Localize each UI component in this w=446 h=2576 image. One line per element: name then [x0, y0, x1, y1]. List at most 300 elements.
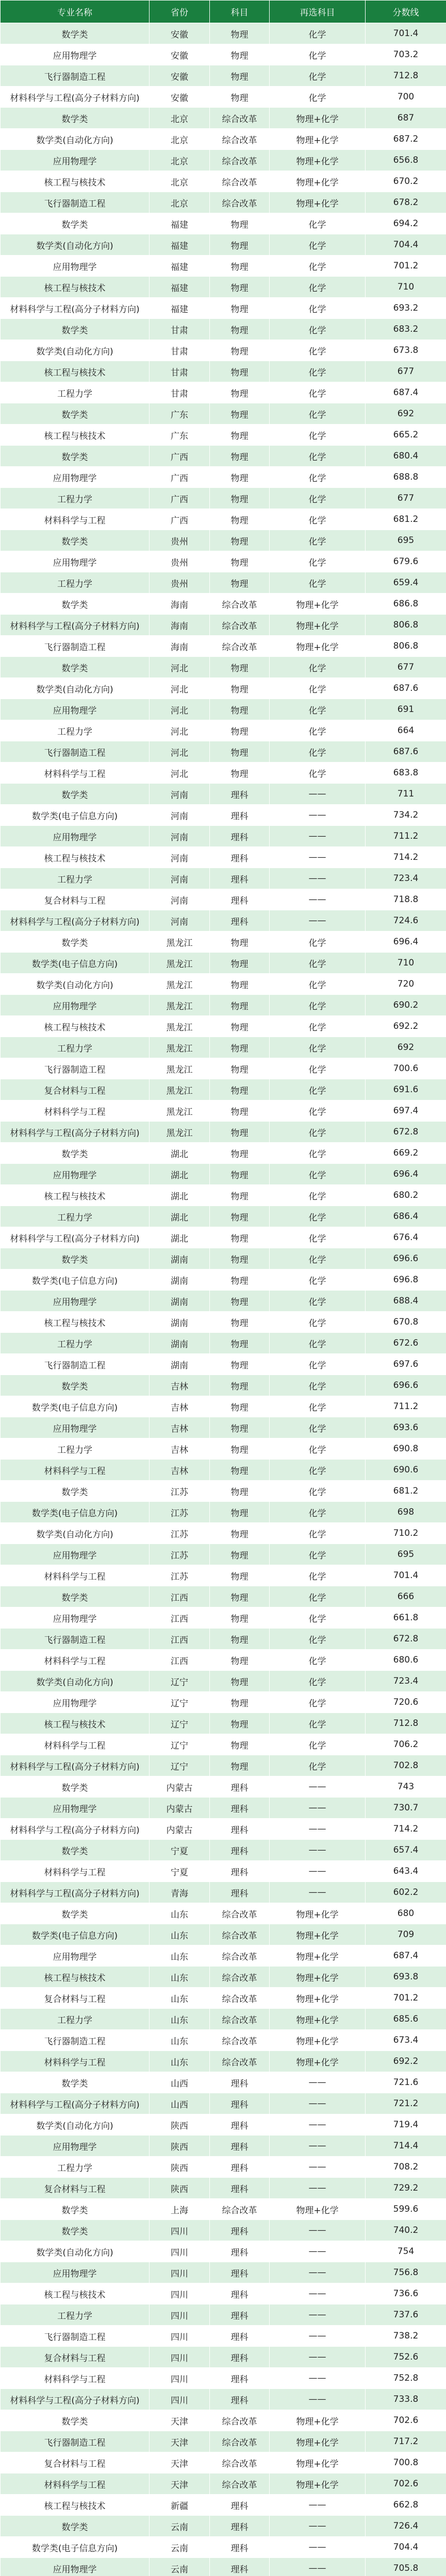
score-cell: 672.8: [366, 1122, 446, 1143]
elective-cell: 物理+化学: [270, 2199, 366, 2220]
subject-cell: 物理: [210, 1586, 270, 1607]
subject-cell: 物理: [210, 657, 270, 678]
major-cell: 材料科学与工程(高分子材料方向): [1, 1755, 150, 1776]
table-row: [1, 1100, 446, 1122]
major-cell: 核工程与核技术: [1, 2283, 150, 2304]
elective-cell: 物理+化学: [270, 615, 366, 636]
elective-cell: 化学: [270, 1460, 366, 1481]
score-cell: 677: [366, 657, 446, 678]
province-cell: 陕西: [150, 2136, 210, 2157]
subject-cell: 综合改革: [210, 192, 270, 213]
elective-cell: ——: [270, 2136, 366, 2157]
table-row: [1, 1565, 446, 1586]
score-cell: 710: [366, 953, 446, 974]
province-cell: 福建: [150, 277, 210, 298]
elective-cell: 化学: [270, 1164, 366, 1185]
table-row: [1, 678, 446, 699]
major-cell: 飞行器制造工程: [1, 2030, 150, 2051]
table-row: [1, 129, 446, 150]
province-cell: 内蒙古: [150, 1819, 210, 1840]
elective-cell: 化学: [270, 1312, 366, 1333]
province-cell: 河北: [150, 741, 210, 762]
major-cell: 材料科学与工程(高分子材料方向): [1, 298, 150, 319]
score-cell: 690.8: [366, 1438, 446, 1460]
province-cell: 安徽: [150, 44, 210, 65]
subject-cell: 物理: [210, 551, 270, 572]
major-cell: 材料科学与工程(高分子材料方向): [1, 1882, 150, 1903]
elective-cell: 物理+化学: [270, 2473, 366, 2495]
province-cell: 河南: [150, 805, 210, 826]
table-row: [1, 1523, 446, 1544]
score-cell: 701.2: [366, 1988, 446, 2009]
table-row: [1, 931, 446, 953]
province-cell: 云南: [150, 2558, 210, 2576]
subject-cell: 物理: [210, 1375, 270, 1396]
score-cell: 665.2: [366, 425, 446, 446]
score-cell: 686.8: [366, 594, 446, 615]
major-cell: 应用物理学: [1, 467, 150, 488]
elective-cell: 化学: [270, 1523, 366, 1544]
table-row: [1, 382, 446, 403]
major-cell: 复合材料与工程: [1, 2347, 150, 2368]
table-row: [1, 530, 446, 551]
major-cell: 材料科学与工程: [1, 1650, 150, 1671]
table-row: [1, 1164, 446, 1185]
major-cell: 核工程与核技术: [1, 277, 150, 298]
elective-cell: 化学: [270, 1734, 366, 1755]
subject-cell: 物理: [210, 1164, 270, 1185]
major-cell: 数学类(自动化方向): [1, 678, 150, 699]
table-row: [1, 572, 446, 594]
score-cell: 696.6: [366, 1248, 446, 1269]
province-cell: 黑龙江: [150, 974, 210, 995]
table-row: [1, 1291, 446, 1312]
major-cell: 核工程与核技术: [1, 361, 150, 382]
major-cell: 数学类(自动化方向): [1, 2241, 150, 2262]
subject-cell: 物理: [210, 1523, 270, 1544]
elective-cell: 化学: [270, 1248, 366, 1269]
table-row: [1, 488, 446, 509]
province-cell: 黑龙江: [150, 1122, 210, 1143]
elective-cell: 物理+化学: [270, 192, 366, 213]
subject-cell: 物理: [210, 1248, 270, 1269]
province-cell: 江苏: [150, 1502, 210, 1523]
major-cell: 数学类: [1, 1375, 150, 1396]
table-row: [1, 65, 446, 87]
subject-cell: 物理: [210, 277, 270, 298]
major-cell: 材料科学与工程: [1, 1565, 150, 1586]
elective-cell: 化学: [270, 256, 366, 277]
table-row: [1, 2262, 446, 2283]
table-row: [1, 298, 446, 319]
elective-cell: 化学: [270, 1375, 366, 1396]
major-cell: 复合材料与工程: [1, 2452, 150, 2473]
major-cell: 数学类: [1, 2199, 150, 2220]
province-cell: 陕西: [150, 2178, 210, 2199]
major-cell: 应用物理学: [1, 2262, 150, 2283]
score-cell: 710.2: [366, 1523, 446, 1544]
table-row: [1, 1206, 446, 1227]
subject-cell: 物理: [210, 1227, 270, 1248]
table-row: [1, 192, 446, 213]
province-cell: 湖南: [150, 1354, 210, 1375]
subject-cell: 物理: [210, 699, 270, 720]
score-cell: 692.2: [366, 2051, 446, 2072]
subject-cell: 综合改革: [210, 2452, 270, 2473]
province-cell: 四川: [150, 2220, 210, 2241]
table-row: [1, 1079, 446, 1100]
major-cell: 飞行器制造工程: [1, 2431, 150, 2452]
subject-cell: 综合改革: [210, 2009, 270, 2030]
province-cell: 湖南: [150, 1269, 210, 1291]
table-row: [1, 826, 446, 847]
table-row: [1, 1776, 446, 1798]
major-cell: 材料科学与工程(高分子材料方向): [1, 1819, 150, 1840]
elective-cell: ——: [270, 2178, 366, 2199]
province-cell: 江西: [150, 1629, 210, 1650]
score-cell: 717.2: [366, 2431, 446, 2452]
score-cell: 701.4: [366, 1565, 446, 1586]
score-cell: 702.8: [366, 1755, 446, 1776]
subject-cell: 综合改革: [210, 2410, 270, 2431]
province-cell: 河南: [150, 868, 210, 889]
subject-cell: 理科: [210, 2093, 270, 2114]
subject-cell: 物理: [210, 1291, 270, 1312]
subject-cell: 物理: [210, 425, 270, 446]
subject-cell: 综合改革: [210, 2431, 270, 2452]
table-row: [1, 1037, 446, 1058]
score-cell: 696.8: [366, 1269, 446, 1291]
major-cell: 应用物理学: [1, 2136, 150, 2157]
major-cell: 应用物理学: [1, 1544, 150, 1565]
table-row: [1, 1586, 446, 1607]
elective-cell: ——: [270, 889, 366, 910]
elective-cell: 物理+化学: [270, 2009, 366, 2030]
subject-cell: 理科: [210, 2072, 270, 2093]
province-cell: 安徽: [150, 65, 210, 87]
elective-cell: 化学: [270, 1713, 366, 1734]
province-cell: 吉林: [150, 1417, 210, 1438]
score-cell: 693.6: [366, 1417, 446, 1438]
elective-cell: 化学: [270, 1438, 366, 1460]
table-row: [1, 2558, 446, 2576]
table-row: [1, 361, 446, 382]
score-cell: 659.4: [366, 572, 446, 594]
table-row: [1, 1143, 446, 1164]
province-cell: 北京: [150, 192, 210, 213]
major-cell: 核工程与核技术: [1, 425, 150, 446]
score-cell: 672.6: [366, 1333, 446, 1354]
province-cell: 河北: [150, 699, 210, 720]
elective-cell: 化学: [270, 1607, 366, 1629]
elective-cell: ——: [270, 2262, 366, 2283]
subject-cell: 物理: [210, 1079, 270, 1100]
major-cell: 材料科学与工程(高分子材料方向): [1, 2389, 150, 2410]
major-cell: 工程力学: [1, 1206, 150, 1227]
major-cell: 应用物理学: [1, 1798, 150, 1819]
major-cell: 数学类(自动化方向): [1, 340, 150, 361]
elective-cell: 化学: [270, 403, 366, 425]
subject-cell: 理科: [210, 1882, 270, 1903]
table-row: [1, 1671, 446, 1692]
table-row: [1, 2326, 446, 2347]
table-row: [1, 1438, 446, 1460]
score-cell: 714.2: [366, 1819, 446, 1840]
subject-cell: 综合改革: [210, 1903, 270, 1924]
elective-cell: 化学: [270, 361, 366, 382]
table-row: [1, 467, 446, 488]
province-cell: 四川: [150, 2326, 210, 2347]
score-cell: 701.4: [366, 23, 446, 44]
province-cell: 北京: [150, 150, 210, 171]
elective-cell: ——: [270, 2283, 366, 2304]
table-row: [1, 1755, 446, 1776]
elective-cell: ——: [270, 2537, 366, 2558]
table-row: [1, 2199, 446, 2220]
major-cell: 应用物理学: [1, 256, 150, 277]
elective-cell: 化学: [270, 44, 366, 65]
table-row: [1, 509, 446, 530]
elective-cell: 化学: [270, 1354, 366, 1375]
elective-cell: 化学: [270, 572, 366, 594]
province-cell: 辽宁: [150, 1713, 210, 1734]
province-cell: 北京: [150, 129, 210, 150]
subject-cell: 理科: [210, 910, 270, 931]
subject-cell: 理科: [210, 847, 270, 868]
province-cell: 黑龙江: [150, 1100, 210, 1122]
subject-cell: 理科: [210, 826, 270, 847]
subject-cell: 理科: [210, 2178, 270, 2199]
province-cell: 吉林: [150, 1396, 210, 1417]
elective-cell: 化学: [270, 1206, 366, 1227]
province-cell: 福建: [150, 234, 210, 256]
major-cell: 工程力学: [1, 1438, 150, 1460]
subject-cell: 物理: [210, 678, 270, 699]
score-cell: 695: [366, 1544, 446, 1565]
major-cell: 数学类: [1, 403, 150, 425]
table-row: [1, 594, 446, 615]
score-cell: 711: [366, 784, 446, 805]
score-cell: 692.2: [366, 1016, 446, 1037]
score-cell: 704.4: [366, 234, 446, 256]
major-cell: 工程力学: [1, 1333, 150, 1354]
province-cell: 天津: [150, 2452, 210, 2473]
subject-cell: 物理: [210, 1122, 270, 1143]
elective-cell: 化学: [270, 995, 366, 1016]
table-row: [1, 1967, 446, 1988]
province-cell: 海南: [150, 615, 210, 636]
elective-cell: ——: [270, 2072, 366, 2093]
score-cell: 700.6: [366, 1058, 446, 1079]
province-cell: 天津: [150, 2410, 210, 2431]
major-cell: 材料科学与工程: [1, 1861, 150, 1882]
major-cell: 数学类: [1, 784, 150, 805]
elective-cell: 化学: [270, 1079, 366, 1100]
province-cell: 四川: [150, 2304, 210, 2326]
major-cell: 核工程与核技术: [1, 1016, 150, 1037]
province-cell: 广西: [150, 467, 210, 488]
table-row: [1, 847, 446, 868]
province-cell: 贵州: [150, 551, 210, 572]
score-cell: 661.8: [366, 1607, 446, 1629]
major-cell: 材料科学与工程: [1, 2368, 150, 2389]
score-cell: 681.2: [366, 1481, 446, 1502]
subject-cell: 综合改革: [210, 1967, 270, 1988]
elective-cell: ——: [270, 826, 366, 847]
subject-cell: 理科: [210, 805, 270, 826]
elective-cell: ——: [270, 1840, 366, 1861]
header-row: [1, 1, 446, 23]
major-cell: 材料科学与工程: [1, 762, 150, 784]
elective-cell: 化学: [270, 1650, 366, 1671]
elective-cell: 化学: [270, 1544, 366, 1565]
subject-cell: 理科: [210, 2157, 270, 2178]
major-cell: 工程力学: [1, 1037, 150, 1058]
elective-cell: 化学: [270, 488, 366, 509]
score-cell: 710: [366, 277, 446, 298]
score-cell: 681.2: [366, 509, 446, 530]
table-row: [1, 1417, 446, 1438]
elective-cell: 化学: [270, 382, 366, 403]
major-cell: 数学类(自动化方向): [1, 234, 150, 256]
major-cell: 核工程与核技术: [1, 1185, 150, 1206]
elective-cell: ——: [270, 2157, 366, 2178]
province-cell: 湖南: [150, 1248, 210, 1269]
elective-cell: ——: [270, 2389, 366, 2410]
subject-cell: 物理: [210, 741, 270, 762]
subject-cell: 综合改革: [210, 150, 270, 171]
province-cell: 内蒙古: [150, 1798, 210, 1819]
major-cell: 工程力学: [1, 2157, 150, 2178]
table-row: [1, 1544, 446, 1565]
major-cell: 数学类: [1, 1586, 150, 1607]
subject-cell: 物理: [210, 256, 270, 277]
table-row: [1, 2389, 446, 2410]
province-cell: 辽宁: [150, 1671, 210, 1692]
score-cell: 673.8: [366, 340, 446, 361]
subject-cell: 理科: [210, 1840, 270, 1861]
score-cell: 756.8: [366, 2262, 446, 2283]
table-row: [1, 1734, 446, 1755]
elective-cell: 化学: [270, 974, 366, 995]
elective-cell: 化学: [270, 1333, 366, 1354]
elective-cell: 化学: [270, 1671, 366, 1692]
score-cell: 696.4: [366, 931, 446, 953]
table-row: [1, 1903, 446, 1924]
score-cell: 709: [366, 1924, 446, 1945]
province-cell: 广西: [150, 509, 210, 530]
major-cell: 材料科学与工程: [1, 1460, 150, 1481]
major-cell: 应用物理学: [1, 1692, 150, 1713]
major-cell: 复合材料与工程: [1, 2178, 150, 2199]
elective-cell: 化学: [270, 87, 366, 108]
major-cell: 飞行器制造工程: [1, 741, 150, 762]
major-cell: 数学类(自动化方向): [1, 2114, 150, 2136]
major-cell: 应用物理学: [1, 44, 150, 65]
province-cell: 安徽: [150, 87, 210, 108]
province-cell: 四川: [150, 2368, 210, 2389]
major-cell: 核工程与核技术: [1, 847, 150, 868]
subject-cell: 物理: [210, 488, 270, 509]
subject-cell: 理科: [210, 2114, 270, 2136]
major-cell: 数学类: [1, 213, 150, 234]
subject-cell: 物理: [210, 361, 270, 382]
table-row: [1, 1481, 446, 1502]
elective-cell: 化学: [270, 1396, 366, 1417]
major-cell: 材料科学与工程(高分子材料方向): [1, 2093, 150, 2114]
province-cell: 湖北: [150, 1143, 210, 1164]
province-cell: 江苏: [150, 1523, 210, 1544]
major-cell: 数学类(自动化方向): [1, 974, 150, 995]
score-cell: 673.4: [366, 2030, 446, 2051]
table-row: [1, 1650, 446, 1671]
major-cell: 数学类: [1, 657, 150, 678]
province-cell: 河南: [150, 889, 210, 910]
major-cell: 数学类(电子信息方向): [1, 953, 150, 974]
major-cell: 工程力学: [1, 2304, 150, 2326]
table-row: [1, 108, 446, 129]
elective-cell: 物理+化学: [270, 2410, 366, 2431]
province-cell: 河北: [150, 657, 210, 678]
province-cell: 江苏: [150, 1565, 210, 1586]
major-cell: 复合材料与工程: [1, 1079, 150, 1100]
subject-cell: 物理: [210, 1016, 270, 1037]
elective-cell: ——: [270, 805, 366, 826]
elective-cell: 化学: [270, 1122, 366, 1143]
province-cell: 安徽: [150, 23, 210, 44]
province-cell: 海南: [150, 636, 210, 657]
subject-cell: 综合改革: [210, 1945, 270, 1967]
score-cell: 691.6: [366, 1079, 446, 1100]
score-cell: 680.2: [366, 1185, 446, 1206]
table-row: [1, 1227, 446, 1248]
major-cell: 飞行器制造工程: [1, 65, 150, 87]
table-row: [1, 2093, 446, 2114]
subject-cell: 综合改革: [210, 129, 270, 150]
subject-cell: 物理: [210, 234, 270, 256]
subject-cell: 理科: [210, 868, 270, 889]
score-cell: 711.2: [366, 826, 446, 847]
table-row: [1, 23, 446, 44]
major-cell: 材料科学与工程: [1, 509, 150, 530]
header-major: 专业名称: [1, 1, 150, 23]
score-cell: 687.4: [366, 1945, 446, 1967]
province-cell: 湖南: [150, 1333, 210, 1354]
score-cell: 740.2: [366, 2220, 446, 2241]
major-cell: 工程力学: [1, 2009, 150, 2030]
subject-cell: 物理: [210, 1185, 270, 1206]
table-row: [1, 171, 446, 192]
elective-cell: 化学: [270, 213, 366, 234]
province-cell: 陕西: [150, 2157, 210, 2178]
score-cell: 690.2: [366, 995, 446, 1016]
province-cell: 江西: [150, 1586, 210, 1607]
table-row: [1, 340, 446, 361]
elective-cell: 物理+化学: [270, 2030, 366, 2051]
major-cell: 数学类: [1, 1840, 150, 1861]
score-cell: 711.2: [366, 1396, 446, 1417]
subject-cell: 理科: [210, 2558, 270, 2576]
score-cell: 664: [366, 720, 446, 741]
province-cell: 辽宁: [150, 1692, 210, 1713]
table-row: [1, 2072, 446, 2093]
table-row: [1, 974, 446, 995]
table-row: [1, 87, 446, 108]
province-cell: 内蒙古: [150, 1776, 210, 1798]
province-cell: 江西: [150, 1650, 210, 1671]
subject-cell: 物理: [210, 1269, 270, 1291]
table-row: [1, 1713, 446, 1734]
